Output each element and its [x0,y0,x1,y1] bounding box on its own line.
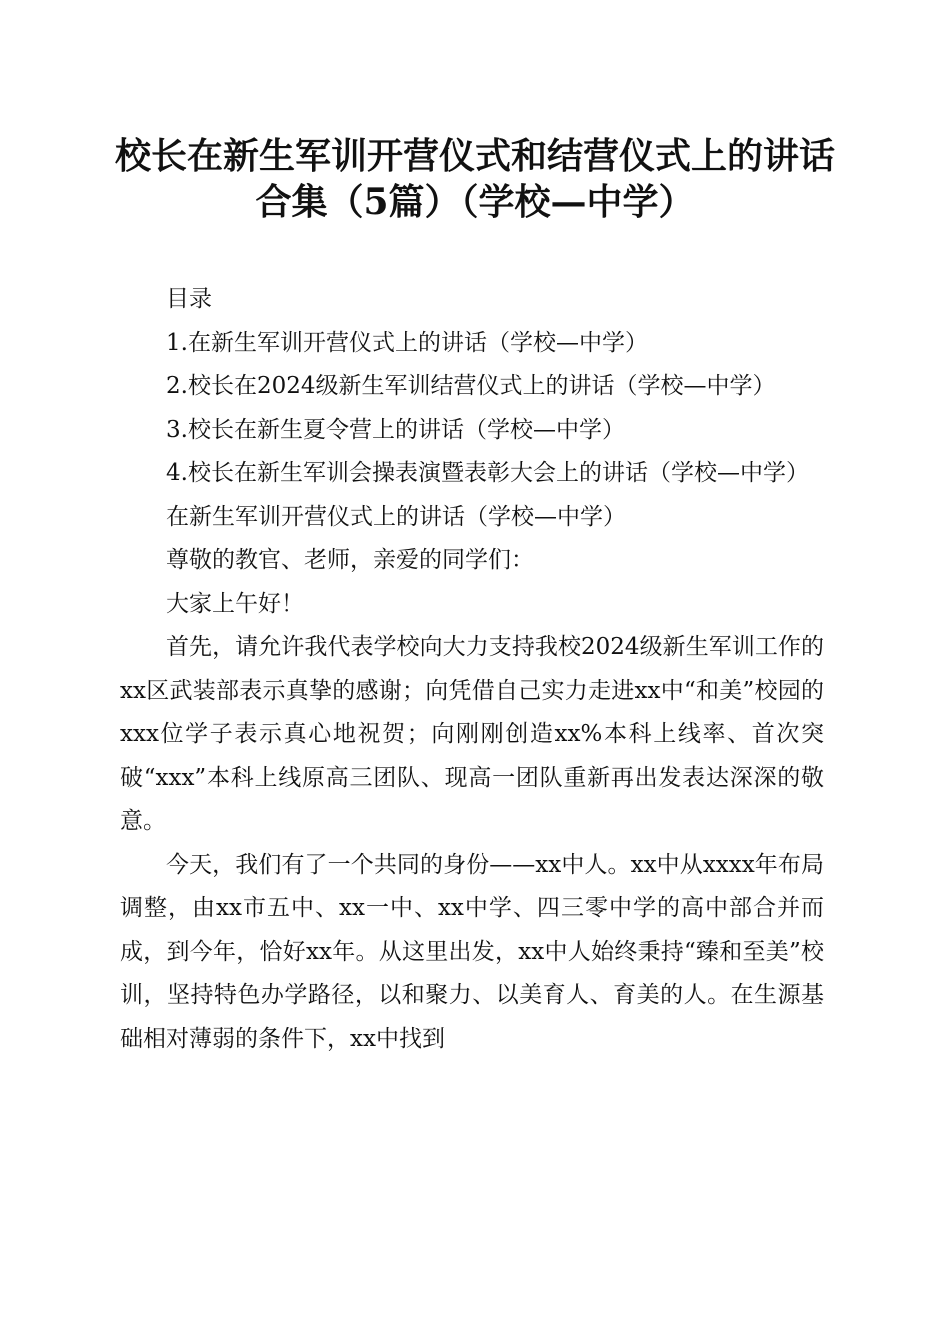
speech-salutation: 尊敬的教官、老师，亲爱的同学们： [166,547,534,573]
document-title [110,133,840,225]
speech-paragraph: 今天，我们有了一个共同的身份——xx中人。xx中从xxxx年布局调整，由xx市五中、xx一中、xx中学、四三零中学的高中部合并而成，到今年，恰好xx年。从这里出发，xx中人始终秉持“臻和至美”校训，坚持特色办学路径，以和聚力、以美育人、育美的人。在生源基础相对薄弱的条件下，xx中找到 [120,851,824,1052]
toc-item: 1.在新生军训开营仪式上的讲话（学校—中学） [166,329,648,356]
document-title-line-1: 校长在新生军训开营仪式和结营仪式上的讲话 [114,135,835,177]
toc-item: 2.校长在2024级新生军训结营仪式上的讲话（学校—中学） [166,373,776,399]
toc-item: 3.校长在新生夏令营上的讲话（学校—中学） [166,416,625,443]
speech-greeting: 大家上午好！ [166,590,304,617]
document-title-line-2: 合集（5篇）（学校—中学） [255,181,695,223]
toc-item: 4.校长在新生军训会操表演暨表彰大会上的讲话（学校—中学） [166,460,809,486]
document-body [120,278,824,1061]
speech-paragraph: 首先，请允许我代表学校向大力支持我校2024级新生军训工作的xx区武装部表示真挚的感谢；向凭借自己实力走进xx中“和美”校园的xxx位学子表示真心地祝贺；向刚刚创造xx%本科上线率、首次突破“xxx”本科上线原高三团队、现高一团队重新再出发表达深深的敬意。 [120,634,824,834]
toc-heading: 目录 [166,286,212,312]
speech-title: 在新生军训开营仪式上的讲话（学校—中学） [166,503,626,530]
